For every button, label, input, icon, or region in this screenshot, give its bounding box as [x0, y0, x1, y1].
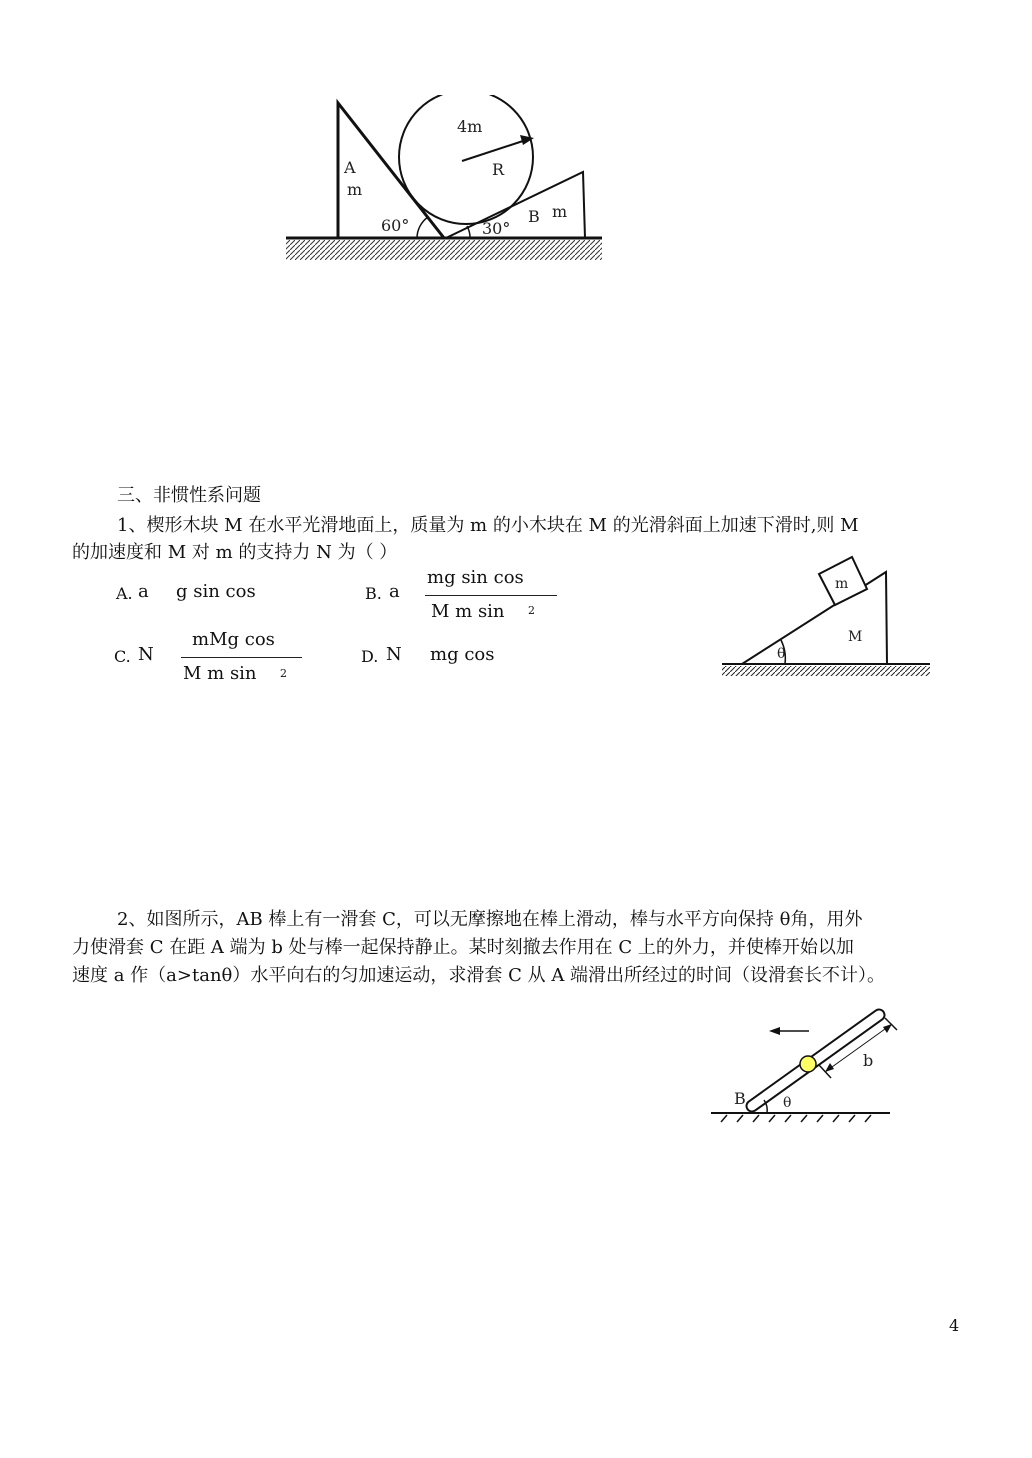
theta-label: θ — [777, 646, 786, 662]
option-b-prefix: B. — [365, 584, 382, 603]
label-60deg: 60° — [381, 216, 410, 235]
option-a-var: a — [138, 581, 149, 602]
figure-wedge-block — [715, 552, 945, 684]
q2-text-line1: 2、如图所示，AB 棒上有一滑套 C，可以无摩擦地在棒上滑动，棒与水平方向保持 θ角，用外 — [117, 909, 863, 930]
wedge-label: M — [848, 629, 863, 645]
option-d-expr: mg cos — [430, 644, 495, 665]
page-number: 4 — [949, 1316, 960, 1335]
option-b-fraction-bar — [425, 595, 557, 596]
dim-arrowhead-top — [883, 1024, 892, 1033]
option-c-numerator: mMg cos — [192, 629, 275, 650]
option-c-fraction-bar — [181, 657, 302, 658]
distance-label-b: b — [863, 1051, 874, 1070]
option-d-prefix: D. — [361, 647, 379, 666]
radius-arrow-line — [462, 140, 526, 161]
section-heading: 三、非惯性系问题 — [117, 485, 261, 506]
option-c-exponent: 2 — [280, 667, 287, 680]
option-b-denominator: M m sin — [431, 601, 505, 622]
slider-c — [800, 1056, 816, 1072]
theta-label-q2: θ — [783, 1095, 792, 1111]
dim-arrowhead-bottom — [825, 1063, 834, 1072]
figure-wedges-and-ball — [280, 95, 610, 270]
label-30deg: 30° — [482, 219, 511, 238]
ground-hatch — [286, 240, 602, 260]
label-b: B — [528, 207, 540, 226]
q1-text-line2: 的加速度和 M 对 m 的支持力 N 为（ ） — [72, 542, 398, 563]
ground-hatch-q2 — [721, 1115, 871, 1122]
option-b-exponent: 2 — [528, 604, 535, 617]
angle-arc-b — [467, 226, 470, 238]
q1-text-line1: 1、楔形木块 M 在水平光滑地面上，质量为 m 的小木块在 M 的光滑斜面上加速下滑时,则 M — [117, 515, 859, 536]
label-a-mass: m — [347, 180, 363, 199]
q2-text-line3: 速度 a 作（a>tanθ）水平向右的匀加速运动，求滑套 C 从 A 端滑出所经过的时间（设滑套长不计）。 — [72, 965, 886, 986]
option-c-prefix: C. — [114, 647, 131, 666]
option-a-expr: g sin cos — [176, 581, 256, 602]
option-d-var: N — [386, 644, 402, 665]
option-a-prefix: A. — [116, 584, 133, 603]
option-c-denominator: M m sin — [183, 663, 257, 684]
end-label-b: B — [734, 1089, 746, 1108]
label-4m: 4m — [457, 117, 483, 136]
ground-hatch-q1 — [722, 666, 930, 676]
label-b-mass: m — [552, 202, 568, 221]
option-c-var: N — [138, 644, 154, 665]
angle-arc-a — [417, 217, 428, 238]
option-b-var: a — [389, 581, 400, 602]
motion-arrowhead — [769, 1027, 780, 1035]
option-b-numerator: mg sin cos — [427, 567, 524, 588]
label-r: R — [492, 160, 505, 179]
label-a: A — [344, 158, 356, 177]
figure-rod-slider — [705, 1000, 900, 1130]
block-label: m — [835, 576, 849, 592]
q2-text-line2: 力使滑套 C 在距 A 端为 b 处与棒一起保持静止。某时刻撤去作用在 C 上的外力，并使棒开始以加 — [72, 937, 854, 958]
